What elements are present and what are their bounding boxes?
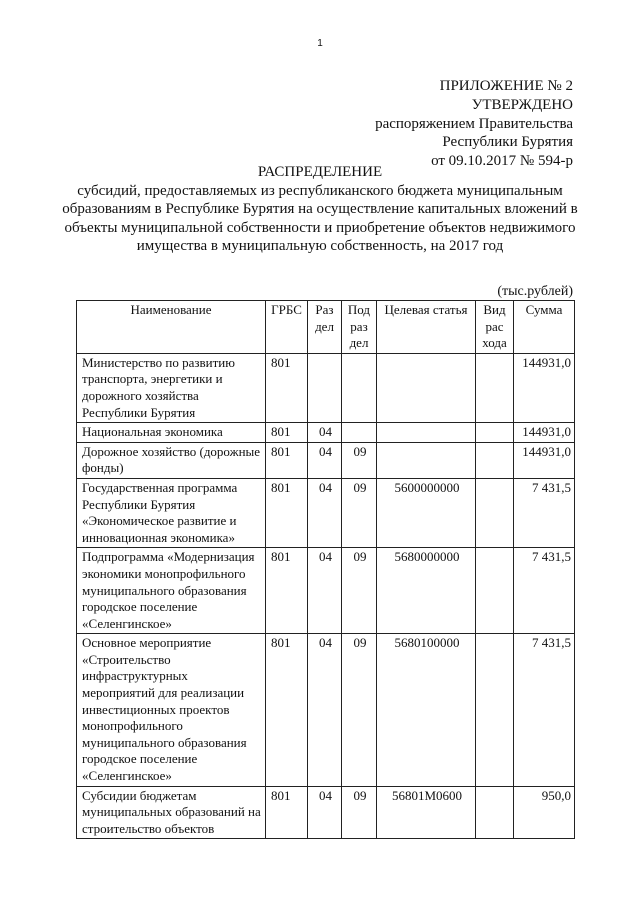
table-row (77, 423, 575, 443)
appendix-label: ПРИЛОЖЕНИЕ № 2 (439, 78, 573, 94)
cell-grbs: 801 (266, 478, 308, 547)
cell-tselevaya: 5680000000 (377, 548, 476, 634)
cell-summa: 144931,0 (514, 423, 575, 443)
cell-name: Основное мероприятие «Строительство инфраструктурных мероприятий для реализации инвестиционных проектов монопрофильного муниципального образования городское поселение «Селенгинское» (77, 634, 266, 786)
cell-vid (476, 634, 514, 786)
cell-tselevaya: 5600000000 (377, 478, 476, 547)
table-row (77, 353, 575, 422)
page-number: 1 (317, 38, 323, 49)
cell-summa: 7 431,5 (514, 634, 575, 786)
cell-razdel (308, 353, 342, 422)
cell-name: Государственная программа Республики Бурятия «Экономическое развитие и инновационная экономика» (77, 478, 266, 547)
approval-issuer-region: Республики Бурятия (442, 134, 573, 151)
cell-summa: 7 431,5 (514, 548, 575, 634)
approval-block (375, 77, 573, 171)
cell-summa: 7 431,5 (514, 478, 575, 547)
cell-razdel: 04 (308, 786, 342, 839)
cell-razdel: 04 (308, 548, 342, 634)
header-podrazdel: Под раз дел (342, 301, 377, 354)
cell-name: Министерство по развитию транспорта, энергетики и дорожного хозяйства Республики Бурятия (77, 353, 266, 422)
header-summa: Сумма (514, 301, 575, 354)
cell-grbs: 801 (266, 442, 308, 478)
cell-summa: 144931,0 (514, 442, 575, 478)
cell-vid (476, 442, 514, 478)
cell-vid (476, 548, 514, 634)
cell-grbs: 801 (266, 786, 308, 839)
cell-tselevaya (377, 353, 476, 422)
cell-vid (476, 423, 514, 443)
cell-grbs: 801 (266, 634, 308, 786)
approved-label: УТВЕРЖДЕНО (471, 96, 573, 113)
cell-podrazdel (342, 353, 377, 422)
table-row (77, 478, 575, 547)
cell-razdel: 04 (308, 478, 342, 547)
table-row (77, 786, 575, 839)
header-grbs: ГРБС (266, 301, 308, 354)
table-header-row (77, 301, 575, 354)
cell-vid (476, 353, 514, 422)
table-row (77, 548, 575, 634)
title-subtitle: субсидий, предоставляемых из республиканского бюджета муниципальным образованиям в Республике Бурятия на осуществление капитальных вложений в объекты муниципальной собственности и приобретение объектов недвижимого имущества в муниципальную собственность, на 2017 год (62, 182, 578, 255)
cell-name: Субсидии бюджетам муниципальных образований на строительство объектов (77, 786, 266, 839)
cell-tselevaya: 5680100000 (377, 634, 476, 786)
header-vid: Вид рас хода (476, 301, 514, 354)
cell-podrazdel: 09 (342, 634, 377, 786)
cell-podrazdel (342, 423, 377, 443)
cell-tselevaya (377, 442, 476, 478)
cell-tselevaya (377, 423, 476, 443)
cell-name: Подпрограмма «Модернизация экономики монопрофильного муниципального образования городское поселение «Селенгинское» (77, 548, 266, 634)
cell-razdel: 04 (308, 442, 342, 478)
cell-grbs: 801 (266, 548, 308, 634)
cell-podrazdel: 09 (342, 548, 377, 634)
cell-vid (476, 478, 514, 547)
table-row (77, 442, 575, 478)
cell-podrazdel: 09 (342, 442, 377, 478)
title-heading: РАСПРЕДЕЛЕНИЕ (257, 164, 383, 180)
cell-razdel: 04 (308, 634, 342, 786)
cell-summa: 950,0 (514, 786, 575, 839)
header-razdel: Раз дел (308, 301, 342, 354)
cell-tselevaya: 56801М0600 (377, 786, 476, 839)
cell-name: Дорожное хозяйство (дорожные фонды) (77, 442, 266, 478)
cell-podrazdel: 09 (342, 786, 377, 839)
cell-summa: 144931,0 (514, 353, 575, 422)
header-name: Наименование (77, 301, 266, 354)
document-title (0, 163, 640, 256)
units-note: (тыс.рублей) (497, 284, 573, 299)
approval-issuer: распоряжением Правительства (375, 115, 573, 132)
cell-razdel: 04 (308, 423, 342, 443)
cell-name: Национальная экономика (77, 423, 266, 443)
cell-grbs: 801 (266, 353, 308, 422)
approval-date-number: от 09.10.2017 № 594-р (431, 153, 573, 170)
distribution-table (76, 300, 575, 839)
cell-grbs: 801 (266, 423, 308, 443)
table-row (77, 634, 575, 786)
cell-podrazdel: 09 (342, 478, 377, 547)
cell-vid (476, 786, 514, 839)
header-tselevaya: Целевая статья (377, 301, 476, 354)
